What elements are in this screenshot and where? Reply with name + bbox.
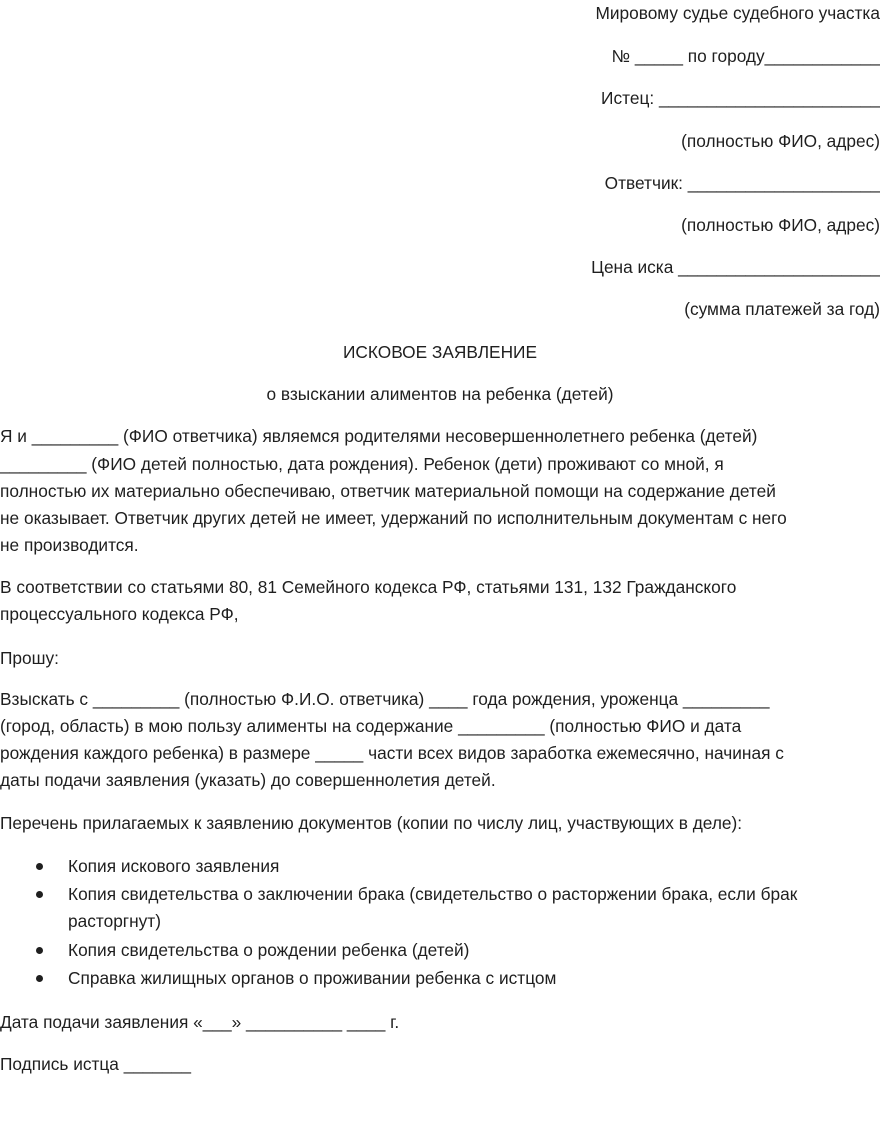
paragraph3-line: даты подачи заявления (указать) до совершеннолетия детей. — [0, 770, 496, 790]
paragraph1-line: не оказывает. Ответчик других детей не имеет, удержаний по исполнительным документам с него — [0, 508, 787, 528]
attachment-item: Справка жилищных органов о проживании ребенка с истцом — [68, 968, 557, 988]
bullet-icon — [36, 863, 43, 870]
court-district-line: № _____ по городу____________ — [611, 46, 880, 66]
paragraph1-line: полностью их материально обеспечиваю, ответчик материальной помощи на содержание детей — [0, 481, 776, 501]
submission-date-line: Дата подачи заявления «___» __________ ____ г. — [0, 1012, 400, 1032]
bullet-icon — [36, 891, 43, 898]
bullet-icon — [36, 947, 43, 954]
attachment-item-continuation: расторгнут) — [68, 911, 161, 931]
document-subtitle: о взыскании алиментов на ребенка (детей) — [266, 384, 614, 404]
plaintiff-line: Истец: _______________________ — [601, 88, 880, 108]
paragraph1-line: Я и _________ (ФИО ответчика) являемся родителями несовершеннолетнего ребенка (детей) — [0, 426, 758, 446]
document-title: ИСКОВОЕ ЗАЯВЛЕНИЕ — [342, 342, 537, 362]
paragraph1-line: не производится. — [0, 535, 139, 555]
paragraph2-line: В соответствии со статьями 80, 81 Семейного кодекса РФ, статьями 131, 132 Гражданского — [0, 577, 737, 597]
attachment-item: Копия искового заявления — [68, 856, 280, 876]
plaintiff-note: (полностью ФИО, адрес) — [681, 131, 880, 151]
claim-price-line: Цена иска _____________________ — [591, 257, 880, 277]
claim-price-note: (сумма платежей за год) — [684, 299, 880, 319]
defendant-note: (полностью ФИО, адрес) — [681, 215, 880, 235]
request-heading: Прошу: — [0, 648, 59, 668]
paragraph1-line: _________ (ФИО детей полностью, дата рождения). Ребенок (дети) проживают со мной, я — [0, 454, 724, 474]
attachment-item: Копия свидетельства о заключении брака (свидетельство о расторжении брака, если брак — [68, 884, 798, 904]
addressee-judge: Мировому судье судебного участка — [595, 3, 880, 23]
paragraph3-line: Взыскать с _________ (полностью Ф.И.О. ответчика) ____ года рождения, уроженца _________ — [0, 689, 770, 709]
paragraph3-line: рождения каждого ребенка) в размере _____ части всех видов заработка ежемесячно, начиная с — [0, 743, 784, 763]
plaintiff-signature-line: Подпись истца _______ — [0, 1054, 191, 1074]
defendant-line: Ответчик: ____________________ — [604, 173, 880, 193]
bullet-icon — [36, 975, 43, 982]
paragraph2-line: процессуального кодекса РФ, — [0, 604, 239, 624]
attachment-item: Копия свидетельства о рождении ребенка (детей) — [68, 940, 470, 960]
paragraph3-line: (город, область) в мою пользу алименты на содержание _________ (полностью ФИО и дата — [0, 716, 742, 736]
attachments-heading: Перечень прилагаемых к заявлению документов (копии по числу лиц, участвующих в деле): — [0, 813, 743, 833]
